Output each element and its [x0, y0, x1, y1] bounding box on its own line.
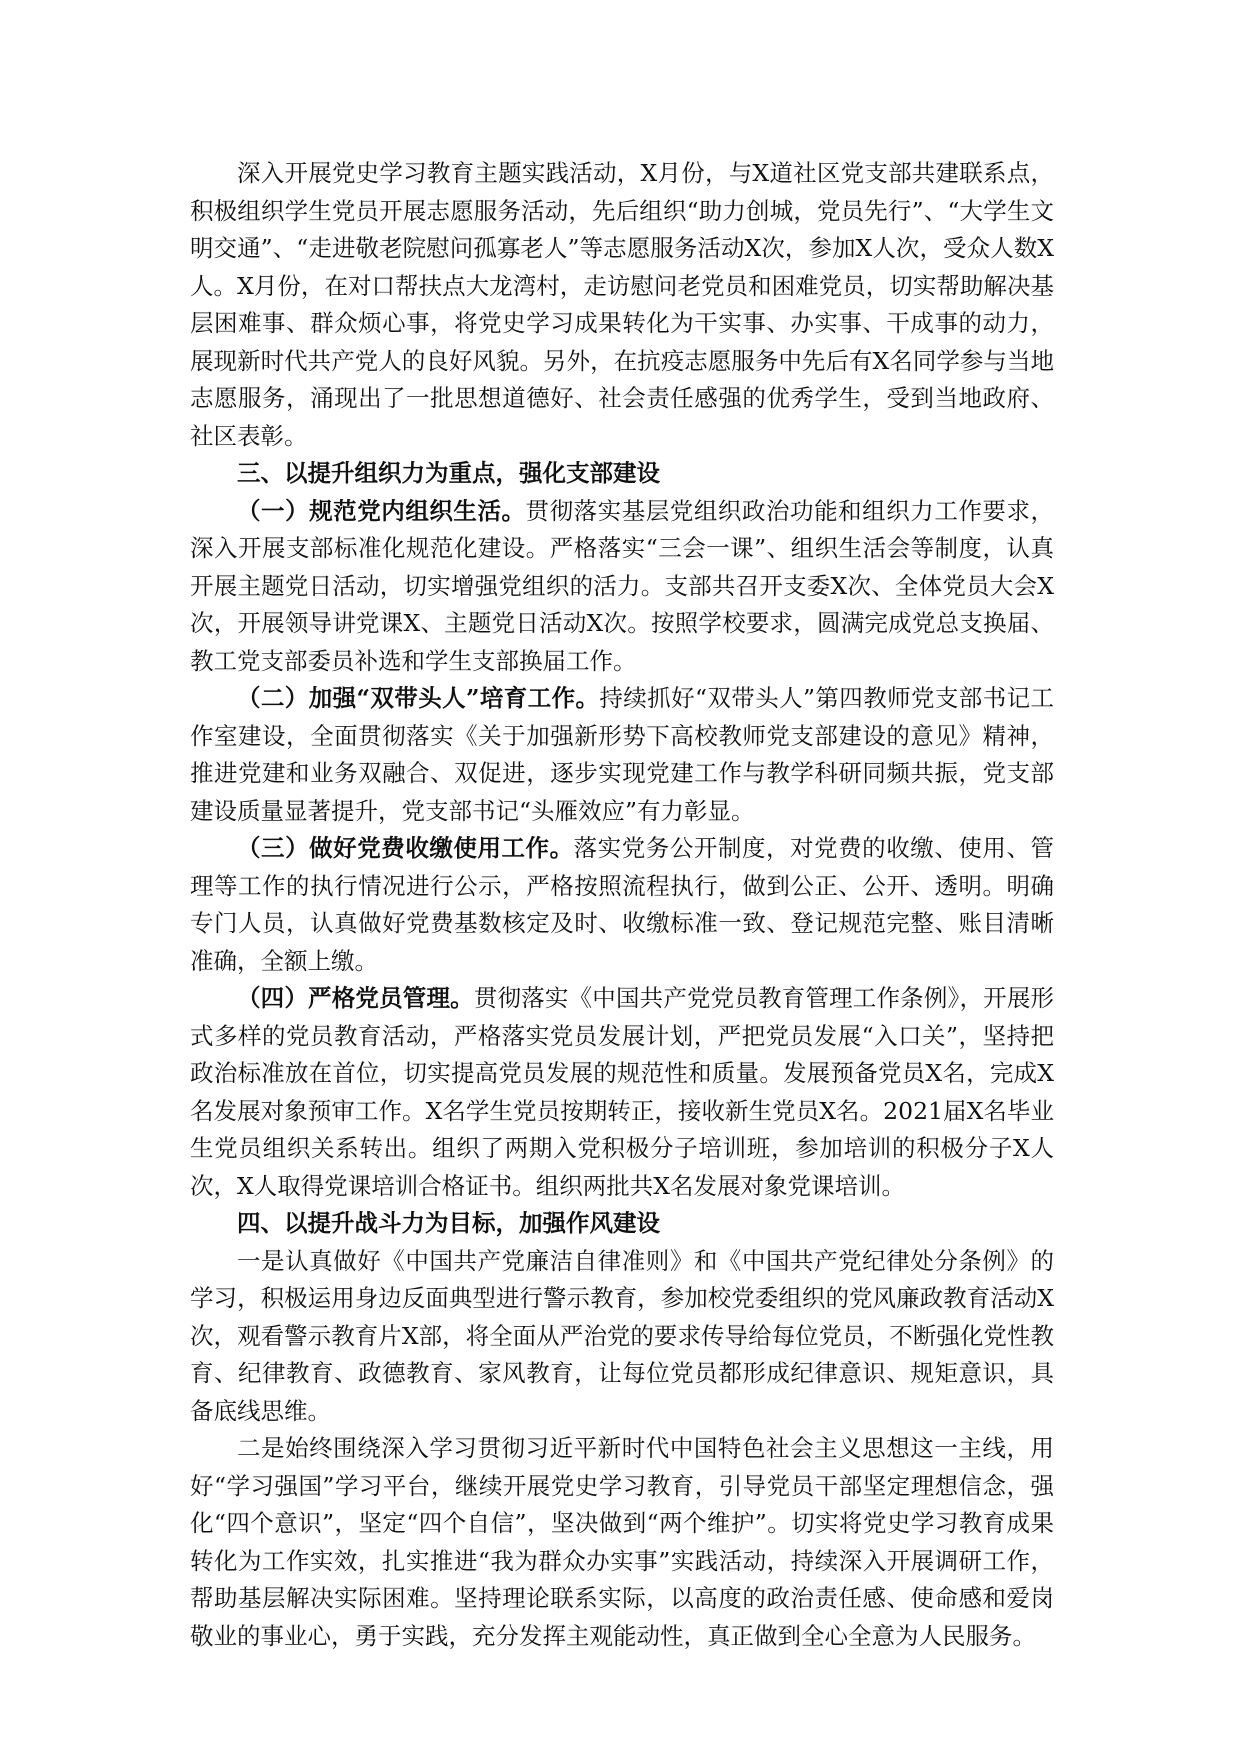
paragraph-text: 贯彻落实基层党组织政治功能和组织力工作要求，深入开展支部标准化规范化建设。严格落实“三会一课”、组织生活会等制度，认真开展主题党日活动，切实增强党组织的活力。支部共召开支委X次、全体党员大会X次，开展领导讲党课X、主题党日活动X次。按照学校要求，圆满完成党总支换届、教工党支部委员补选和学生支部换届工作。 — [190, 496, 1055, 675]
subheading-double-leaders: （二）加强“双带头人”培育工作。 — [237, 684, 600, 712]
document-body — [190, 155, 1054, 1655]
paragraph-text: 贯彻落实《中国共产党党员教育管理工作条例》，开展形式多样的党员教育活动，严格落实党员发展计划，严把党员发展“入口关”，坚持把政治标准放在首位，切实提高党员发展的规范性和质量。发展预备党员X名，完成X名发展对象预审工作。X名学生党员按期转正，接收新生党员X名。2021届X名毕业生党员组织关系转出。组织了两期入党积极分子培训班，参加培训的积极分子X人次，X人取得党课培训合格证书。组织两批共X名发展对象党课培训。 — [190, 984, 1055, 1200]
paragraph-study-service: 二是始终围绕深入学习贯彻习近平新时代中国特色社会主义思想这一主线，用好“学习强国”学习平台，继续开展党史学习教育，引导党员干部坚定理想信念，强化“四个意识”，坚定“四个自信”，坚决做到“两个维护”。切实将党史学习教育成果转化为工作实效，扎实推进“我为群众办实事”实践活动，持续深入开展调研工作，帮助基层解决实际困难。坚持理论联系实际，以高度的政治责任感、使命感和爱岗敬业的事业心，勇于实践，充分发挥主观能动性，真正做到全心全意为人民服务。 — [190, 1434, 1054, 1650]
paragraph-text: 落实党务公开制度，对党费的收缴、使用、管理等工作的执行情况进行公示，严格按照流程执行，做到公正、公开、透明。明确专门人员，认真做好党费基数核定及时、收缴标准一致、登记规范完整、账目清晰准确，全额上缴。 — [190, 834, 1055, 975]
subheading-party-dues: （三）做好党费收缴使用工作。 — [237, 834, 574, 862]
section-heading-work-style: 四、以提升战斗力为目标，加强作风建设 — [237, 1209, 660, 1237]
paragraph-member-management — [190, 980, 1054, 1205]
paragraph-text: 持续抓好“双带头人”第四教师党支部书记工作室建设，全面贯彻落实《关于加强新形势下高校教师党支部建设的意见》精神，推进党建和业务双融合、双促进，逐步实现党建工作与教学科研同频共振，党支部建设质量显著提升，党支部书记“头雁效应”有力彰显。 — [190, 684, 1054, 825]
paragraph-practice-activities: 深入开展党史学习教育主题实践活动，X月份，与X道社区党支部共建联系点，积极组织学生党员开展志愿服务活动，先后组织“助力创城，党员先行”、“大学生文明交通”、“走进敬老院慰问孤寡老人”等志愿服务活动X次，参加X人次，受众人数X人。X月份，在对口帮扶点大龙湾村，走访慰问老党员和困难党员，切实帮助解决基层困难事、群众烦心事，将党史学习成果转化为干实事、办实事、干成事的动力，展现新时代共产党人的良好风貌。另外，在抗疫志愿服务中先后有X名同学参与当地志愿服务，涌现出了一批思想道德好、社会责任感强的优秀学生，受到当地政府、社区表彰。 — [190, 159, 1054, 450]
paragraph-discipline: 一是认真做好《中国共产党廉洁自律准则》和《中国共产党纪律处分条例》的学习，积极运用身边反面典型进行警示教育，参加校党委组织的党风廉政教育活动X次，观看警示教育片X部，将全面从严治党的要求传导给每位党员，不断强化党性教育、纪律教育、政德教育、家风教育，让每位党员都形成纪律意识、规矩意识，具备底线思维。 — [190, 1246, 1054, 1425]
paragraph-party-dues — [190, 830, 1054, 980]
paragraph-double-leaders — [190, 680, 1054, 830]
subheading-organization-life: （一）规范党内组织生活。 — [237, 496, 526, 525]
paragraph-organization-life — [190, 493, 1054, 681]
subheading-member-management: （四）严格党员管理。 — [237, 984, 474, 1012]
section-heading-organization: 三、以提升组织力为重点，强化支部建设 — [237, 459, 660, 487]
